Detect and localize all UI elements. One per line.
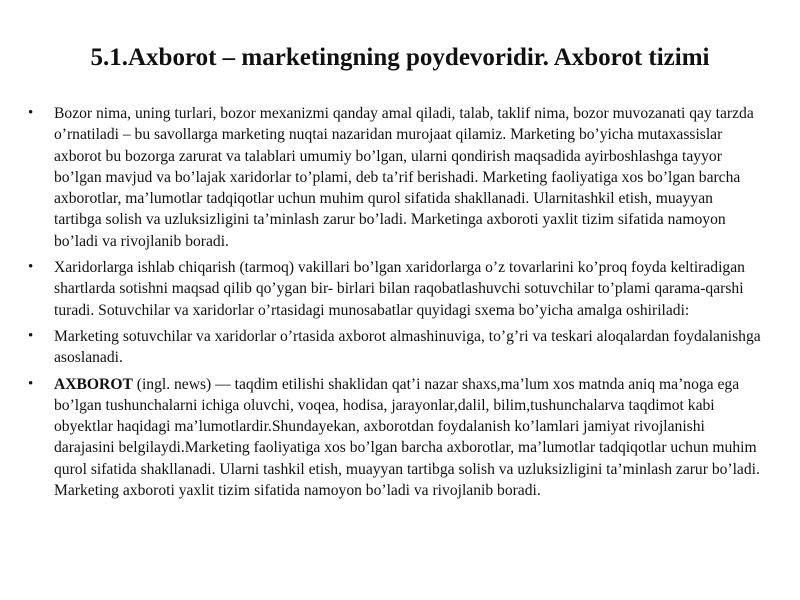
slide-title: 5.1.Axborot – marketingning poydevoridir. Axborot tizimi [90, 44, 710, 71]
bullet-item [0, 257, 800, 321]
bullet-item [0, 374, 800, 502]
bullet-term: AXBOROT [54, 375, 133, 393]
bullet-text: (ingl. news) — taqdim etilishi shaklidan qat’i nazar shaxs,ma’lum xos matnda aniq ma’noga ega bo’lgan tushunchalarni ichiga oluvchi, voqea, hodisa, jarayonlar,dalil, bilim,tushunchalarva taqdimot kabi obyektlar haqidagi ma’lumotlardir.Shundayekan, axborotdan foydalanish ko’lamlari jamiyat rivojlanishi darajasini belgilaydi.Marketing faoliyatiga xos bo’lgan barcha axborotlar, ma’lumotlar tadqiqotlar uchun muhim qurol sifatida shakllanadi. Ularni tashkil etish, muayyan tartibga solish va uzluksizligini ta’minlash zarur bo’ladi. Marketing axboroti yaxlit tizim sifatida namoyon bo’ladi va rivojlanib boradi. [54, 375, 760, 500]
bullet-text: Marketing sotuvchilar va xaridorlar o’rtasida axborot almashinuviga, to’g’ri va teskari aloqalardan foydalanishga asoslanadi. [54, 327, 761, 367]
bullet-item [0, 326, 800, 369]
bullet-list [0, 103, 800, 506]
bullet-dot-icon: • [28, 259, 34, 276]
bullet-dot-icon: • [28, 327, 34, 344]
bullet-dot-icon: • [28, 375, 34, 392]
bullet-dot-icon: • [28, 105, 34, 121]
bullet-text: Bozor nima, uning turlari, bozor mexanizmi qanday amal qiladi, talab, taklif nima, bozor muvozanati qay tarzda o’rnatiladi – bu savollarga marketing nuqtai nazaridan murojaat qilamiz. Marketing bo’yicha mutaxassislar axborot bu bozorga zarurat va talablari umumiy bo’lgan, ularni qondirish maqsadida ayirboshlashga tayyor bo’lgan mavjud va bo’lajak xaridorlar to’plami, deb ta’rif berishadi. Marketing faoliyatiga xos bo’lgan barcha axborotlar, ma’lumotlar tadqiqotlar uchun muhim qurol sifatida shakllanadi. Ularnitashkil etish, muayyan tartibga solish va uzluksizligini ta’minlash zarur bo’ladi. Marketinga axboroti yaxlit tizim sifatida namoyon bo’ladi va rivojlanib boradi. [54, 105, 754, 250]
bullet-text: Xaridorlarga ishlab chiqarish (tarmoq) vakillari bo’lgan xaridorlarga o’z tovarlarini ko’proq foyda keltiradigan shartlarda sotishni maqsad qilib qo’ygan bir- birlari bilan raqobatlashuvchi sotuvchilar to’plami qarama-qarshi turadi. Sotuvchilar va xaridorlar o’rtasidagi munosabatlar quyidagi sxema bo’yicha amalga oshiriladi: [54, 259, 745, 319]
bullet-item [0, 103, 800, 252]
